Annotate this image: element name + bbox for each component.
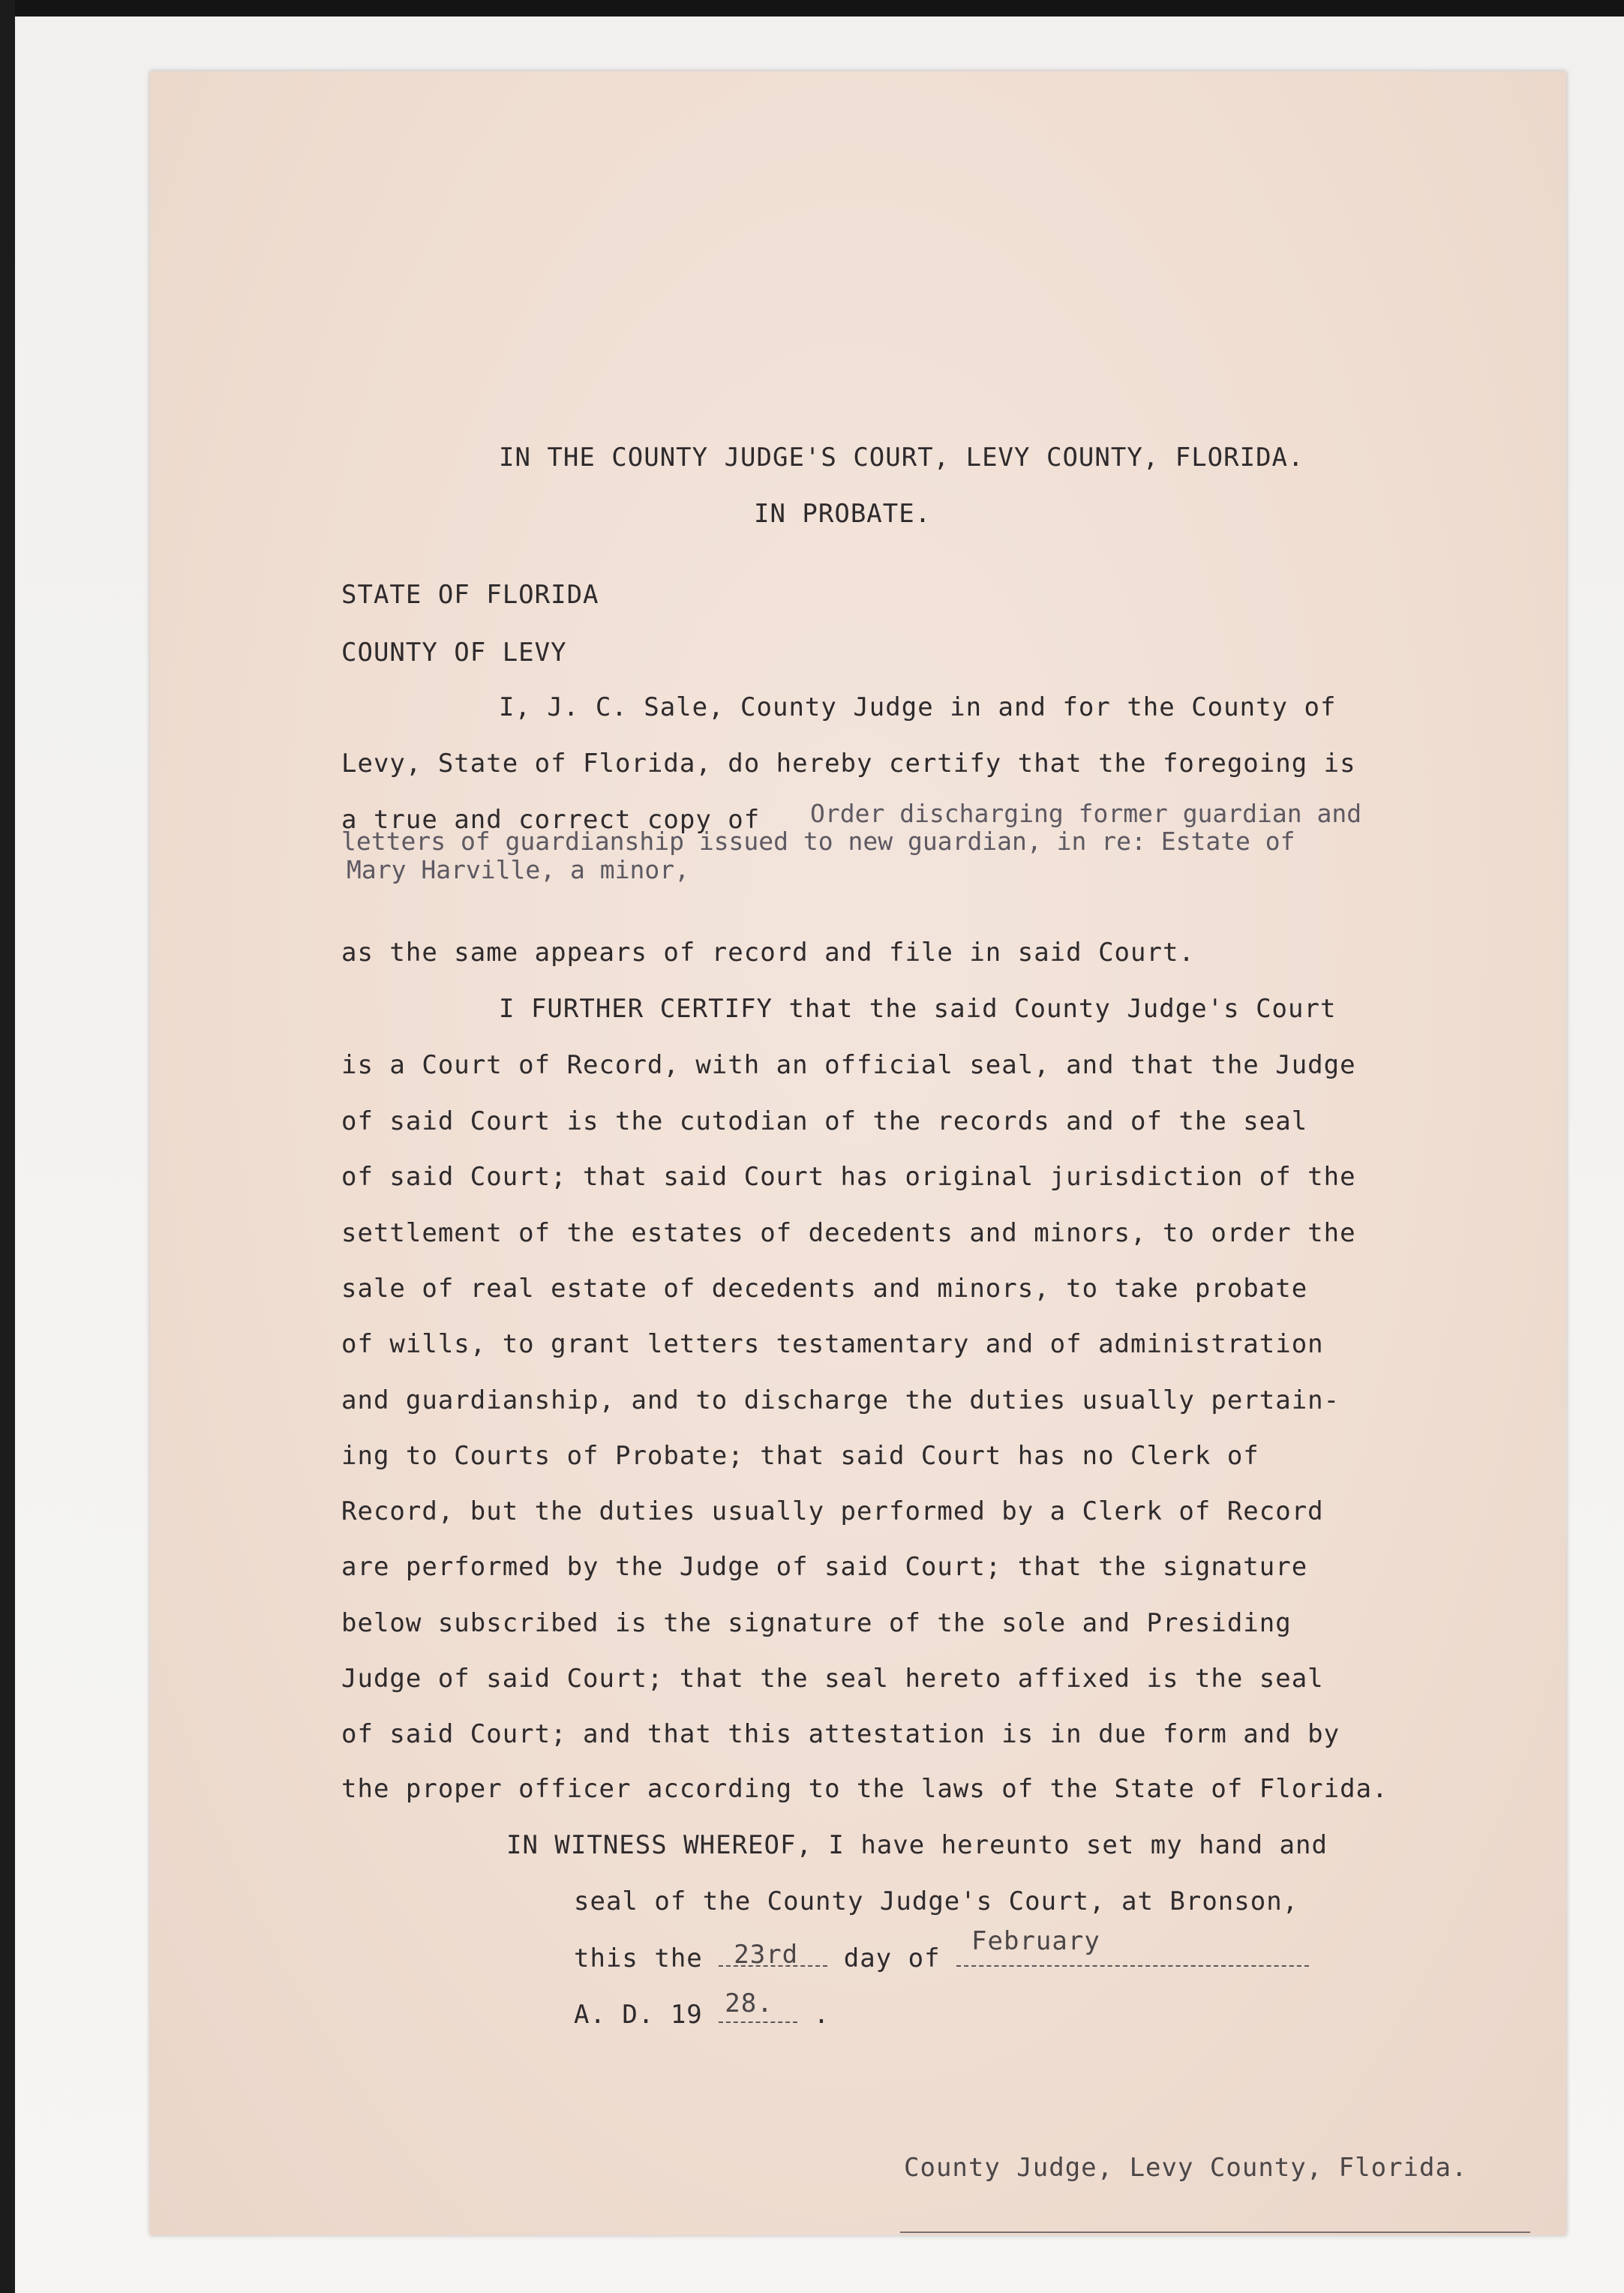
certificate-line: the proper officer according to the laws of the State of Florida.	[341, 1774, 1388, 1804]
scan-left-edge	[0, 0, 15, 2293]
certificate-line: settlement of the estates of decedents and minors, to order the	[341, 1218, 1356, 1248]
signature-rule	[900, 2231, 1530, 2233]
court-heading: IN THE COUNTY JUDGE'S COURT, LEVY COUNTY, FLORIDA.	[499, 443, 1304, 473]
witness-text: .	[813, 2000, 830, 2030]
certificate-line: of said Court; and that this attestation is in due form and by	[341, 1719, 1340, 1749]
witness-year-line	[574, 1988, 830, 2030]
certificate-line: and guardianship, and to discharge the duties usually pertain-	[341, 1385, 1340, 1415]
certificate-line: I FURTHER CERTIFY that the said County Judge's Court	[499, 994, 1337, 1024]
certificate-line: is a Court of Record, with an official seal, and that the Judge	[341, 1050, 1356, 1080]
certificate-line: below subscribed is the signature of the sole and Presiding	[341, 1608, 1292, 1638]
month-blank	[956, 1926, 1309, 1967]
signature-caption: County Judge, Levy County, Florida.	[904, 2153, 1468, 2183]
inserted-document-description: letters of guardianship issued to new guardian, in re: Estate of	[341, 827, 1295, 856]
year-blank	[719, 1988, 797, 2023]
certificate-page	[150, 71, 1566, 2235]
month-value: February	[971, 1926, 1100, 1956]
certificate-line: Record, but the duties usually performed by a Clerk of Record	[341, 1496, 1324, 1526]
day-blank	[719, 1940, 827, 1970]
witness-text: day of	[843, 1943, 941, 1973]
certificate-line: Levy, State of Florida, do hereby certify that the foregoing is	[341, 749, 1356, 779]
certificate-line: a true and correct copy of	[341, 805, 761, 835]
certificate-line: Judge of said Court; that the seal hereto affixed is the seal	[341, 1664, 1324, 1694]
certificate-line: sale of real estate of decedents and minors, to take probate	[341, 1274, 1308, 1304]
certificate-line: I, J. C. Sale, County Judge in and for the County of	[499, 692, 1337, 722]
state-caption: STATE OF FLORIDA	[341, 580, 599, 610]
county-caption: COUNTY OF LEVY	[341, 638, 567, 668]
year-value: 28.	[725, 1988, 773, 2018]
day-value: 23rd	[734, 1940, 799, 1970]
probate-heading: IN PROBATE.	[754, 499, 932, 529]
certificate-line: of wills, to grant letters testamentary and of administration	[341, 1329, 1324, 1359]
certificate-line: of said Court; that said Court has original jurisdiction of the	[341, 1162, 1356, 1192]
certificate-line: are performed by the Judge of said Court; that the signature	[341, 1552, 1308, 1582]
witness-text: A. D. 19	[574, 2000, 703, 2030]
witness-text: this the	[574, 1943, 703, 1973]
witness-line: seal of the County Judge's Court, at Bronson,	[574, 1886, 1299, 1916]
inserted-document-description: Order discharging former guardian and	[810, 799, 1362, 828]
witness-line: IN WITNESS WHEREOF, I have hereunto set my hand and	[506, 1830, 1328, 1860]
certificate-line: ing to Courts of Probate; that said Court has no Clerk of	[341, 1441, 1259, 1471]
certificate-line: of said Court is the cutodian of the records and of the seal	[341, 1106, 1308, 1136]
inserted-document-description: Mary Harville, a minor,	[347, 855, 689, 884]
certificate-line: as the same appears of record and file in said Court.	[341, 938, 1195, 968]
scan-top-edge	[0, 0, 1624, 17]
witness-date-line	[574, 1926, 1309, 1973]
